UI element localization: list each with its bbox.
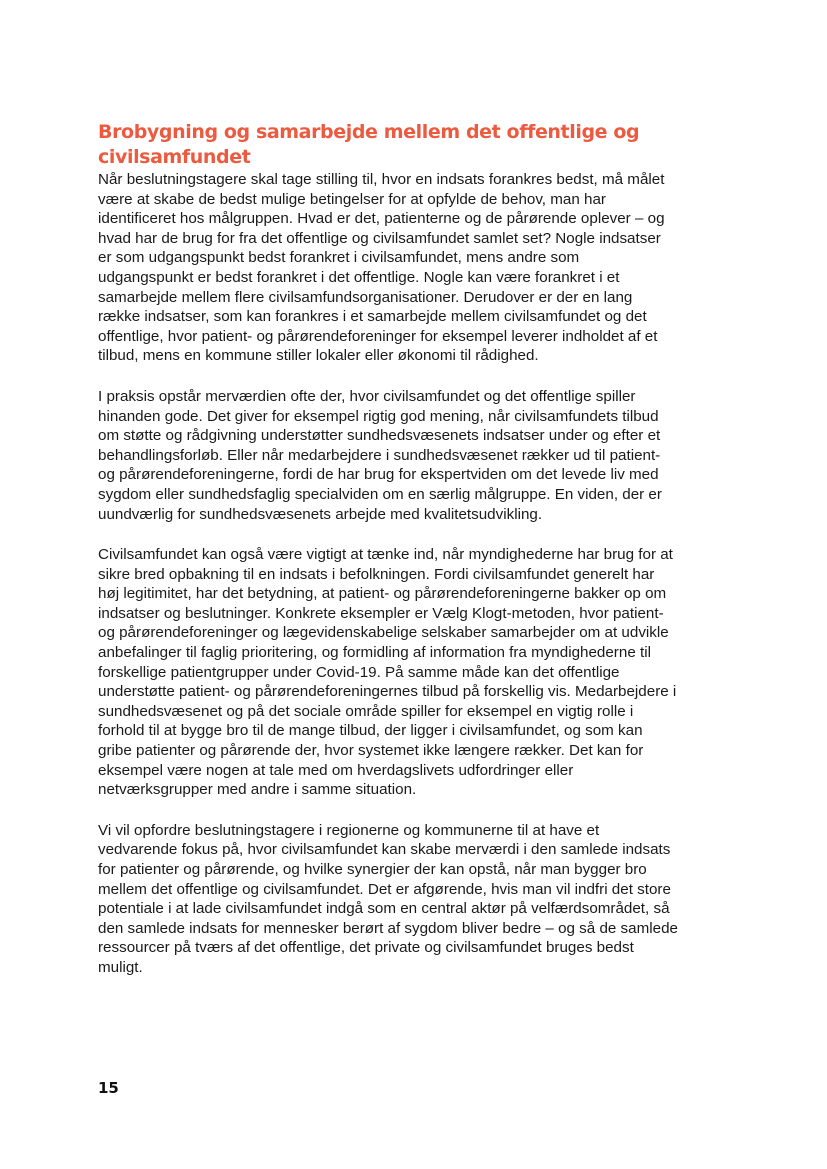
paragraph-1: Når beslutningstagere skal tage stilling til, hvor en indsats forankres bedst, må målet være at skabe de bedst mulige betingelser for at opfylde de behov, man har identificeret hos målgruppen. Hvad er det, patienterne og de pårørende oplever – og hvad har de brug for fra det offentlige og civilsamfundet samlet set? Nogle indsatser er som udgangspunkt bedst forankret i civilsamfundet, mens andre som udgangspunkt er bedst forankret i det offentlige. Nogle kan være forankret i et samarbejde mellem flere civilsamfundsorganisationer. Derudover er der en lang række indsatser, som kan forankres i et samarbejde mellem civilsamfundet og det offentlige, hvor patient- og pårørendeforeninger for eksempel leverer indholdet af et tilbud, mens en kommune stiller lokaler eller økonomi til rådighed. [98,171,665,365]
page-content [98,120,678,999]
paragraph-2: I praksis opstår merværdien ofte der, hvor civilsamfundet og det offentlige spiller hinanden gode. Det giver for eksempel rigtig god mening, når civilsamfundets tilbud om støtte og rådgivning understøtter sundhedsvæsenets indsatser under og efter et behandlingsforløb. Eller når medarbejdere i sundhedsvæsenet rækker ud til patient- og pårørendeforeningerne, fordi de har brug for ekspertviden om det levede liv med sygdom eller sundhedsfaglig specialviden om en særlig målgruppe. En viden, der er uundværlig for sundhedsvæsenets arbejde med kvalitetsudvikling. [98,387,662,523]
section-heading: Brobygning og samarbejde mellem det offentlige og civilsamfundet [98,121,640,168]
paragraph-3: Civilsamfundet kan også være vigtigt at tænke ind, når myndighederne har brug for at sikre bred opbakning til en indsats i befolkningen. Fordi civilsamfundet generelt har høj legitimitet, har det betydning, at patient- og pårørendeforeningerne bakker op om indsatser og beslutninger. Konkrete eksempler er Vælg Klogt-metoden, hvor patient- og pårørendeforeninger og lægevidenskabelige selskaber samarbejder om at udvikle anbefalinger til faglig prioritering, og formidling af information fra myndighederne til forskellige patientgrupper under Covid-19. På samme måde kan det offentlige understøtte patient- og pårørendeforeningernes tilbud på forskellig vis. Medarbejdere i sundhedsvæsenet og på det sociale område spiller for eksempel en vigtig rolle i forhold til at bygge bro til de mange tilbud, der ligger i civilsamfundet, og som kan gribe patienter og pårørende der, hvor systemet ikke længere rækker. Det kan for eksempel være nogen at tale med om hverdagslivets udfordringer eller netværksgrupper med andre i samme situation. [98,546,677,799]
page-number: 15 [98,1079,119,1097]
paragraph-4: Vi vil opfordre beslutningstagere i regionerne og kommunerne til at have et vedvarende fokus på, hvor civilsamfundet kan skabe merværdi i den samlede indsats for patienter og pårørende, og hvilke synergier der kan opstå, når man bygger bro mellem det offentlige og civilsamfundet. Det er afgørende, hvis man vil indfri det store potentiale i at lade civilsamfundet indgå som en central aktør på velfærdsområdet, så den samlede indsats for mennesker berørt af sygdom bliver bedre – og så de samlede ressourcer på tværs af det offentlige, det private og civilsamfundet bruges bedst muligt. [98,821,678,976]
